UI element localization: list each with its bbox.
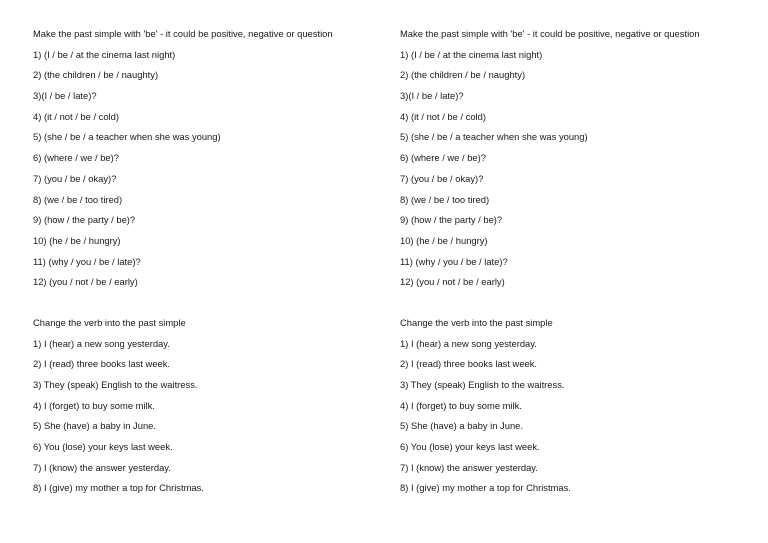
section1-item-9: 9) (how / the party / be)? xyxy=(33,214,136,226)
section1-item-11: 11) (why / you / be / late)? xyxy=(33,255,141,267)
section1-item-1: 1) (I / be / at the cinema last night) xyxy=(400,48,543,60)
section2-item-6: 6) You (lose) your keys last week. xyxy=(400,441,540,453)
section-spacer xyxy=(400,297,750,317)
section-spacer xyxy=(33,297,383,317)
section2-item-7: 7) I (know) the answer yesterday. xyxy=(400,461,538,473)
section1-item-4: 4) (it / not / be / cold) xyxy=(400,110,486,122)
section2-item-5: 5) She (have) a baby in June. xyxy=(400,420,523,432)
section2-item-1: 1) I (hear) a new song yesterday. xyxy=(33,337,170,349)
section1-instruction: Make the past simple with 'be' - it could be positive, negative or question xyxy=(400,28,700,39)
section1-item-12: 12) (you / not / be / early) xyxy=(33,276,138,288)
section1-instruction: Make the past simple with 'be' - it could be positive, negative or question xyxy=(33,28,333,39)
section1-item-7: 7) (you / be / okay)? xyxy=(33,172,117,184)
section1-item-12: 12) (you / not / be / early) xyxy=(400,276,505,288)
section2-item-8: 8) I (give) my mother a top for Christmas. xyxy=(33,482,204,494)
section2-item-6: 6) You (lose) your keys last week. xyxy=(33,441,173,453)
section1-item-6: 6) (where / we / be)? xyxy=(400,152,486,164)
section2-item-2: 2) I (read) three books last week. xyxy=(400,358,538,370)
section1-item-3: 3)(I / be / late)? xyxy=(33,90,97,102)
section2-item-2: 2) I (read) three books last week. xyxy=(33,358,171,370)
section1-item-6: 6) (where / we / be)? xyxy=(33,152,119,164)
section1-item-2: 2) (the children / be / naughty) xyxy=(33,69,159,81)
section1-item-3: 3)(I / be / late)? xyxy=(400,90,464,102)
section1-item-8: 8) (we / be / too tired) xyxy=(400,193,490,205)
section1-item-8: 8) (we / be / too tired) xyxy=(33,193,123,205)
worksheet-copy-right xyxy=(400,28,750,503)
section2-instruction: Change the verb into the past simple xyxy=(33,316,186,328)
section2-item-8: 8) I (give) my mother a top for Christmas. xyxy=(400,482,571,494)
section1-item-4: 4) (it / not / be / cold) xyxy=(33,110,119,122)
section1-item-5: 5) (she / be / a teacher when she was young) xyxy=(33,131,221,143)
worksheet-copy-left xyxy=(33,28,383,503)
section2-item-5: 5) She (have) a baby in June. xyxy=(33,420,156,432)
section1-item-7: 7) (you / be / okay)? xyxy=(400,172,484,184)
section1-item-10: 10) (he / be / hungry) xyxy=(400,234,488,246)
section1-item-9: 9) (how / the party / be)? xyxy=(400,214,503,226)
section2-item-4: 4) I (forget) to buy some milk. xyxy=(33,399,155,411)
section2-item-4: 4) I (forget) to buy some milk. xyxy=(400,399,522,411)
section1-item-10: 10) (he / be / hungry) xyxy=(33,234,121,246)
section2-item-7: 7) I (know) the answer yesterday. xyxy=(33,461,171,473)
section1-item-5: 5) (she / be / a teacher when she was young) xyxy=(400,131,588,143)
section2-item-3: 3) They (speak) English to the waitress. xyxy=(33,379,198,390)
section2-instruction: Change the verb into the past simple xyxy=(400,316,553,328)
section2-item-1: 1) I (hear) a new song yesterday. xyxy=(400,337,537,349)
section1-item-1: 1) (I / be / at the cinema last night) xyxy=(33,48,176,60)
section2-item-3: 3) They (speak) English to the waitress. xyxy=(400,379,565,390)
section1-item-11: 11) (why / you / be / late)? xyxy=(400,255,508,267)
section1-item-2: 2) (the children / be / naughty) xyxy=(400,69,526,81)
